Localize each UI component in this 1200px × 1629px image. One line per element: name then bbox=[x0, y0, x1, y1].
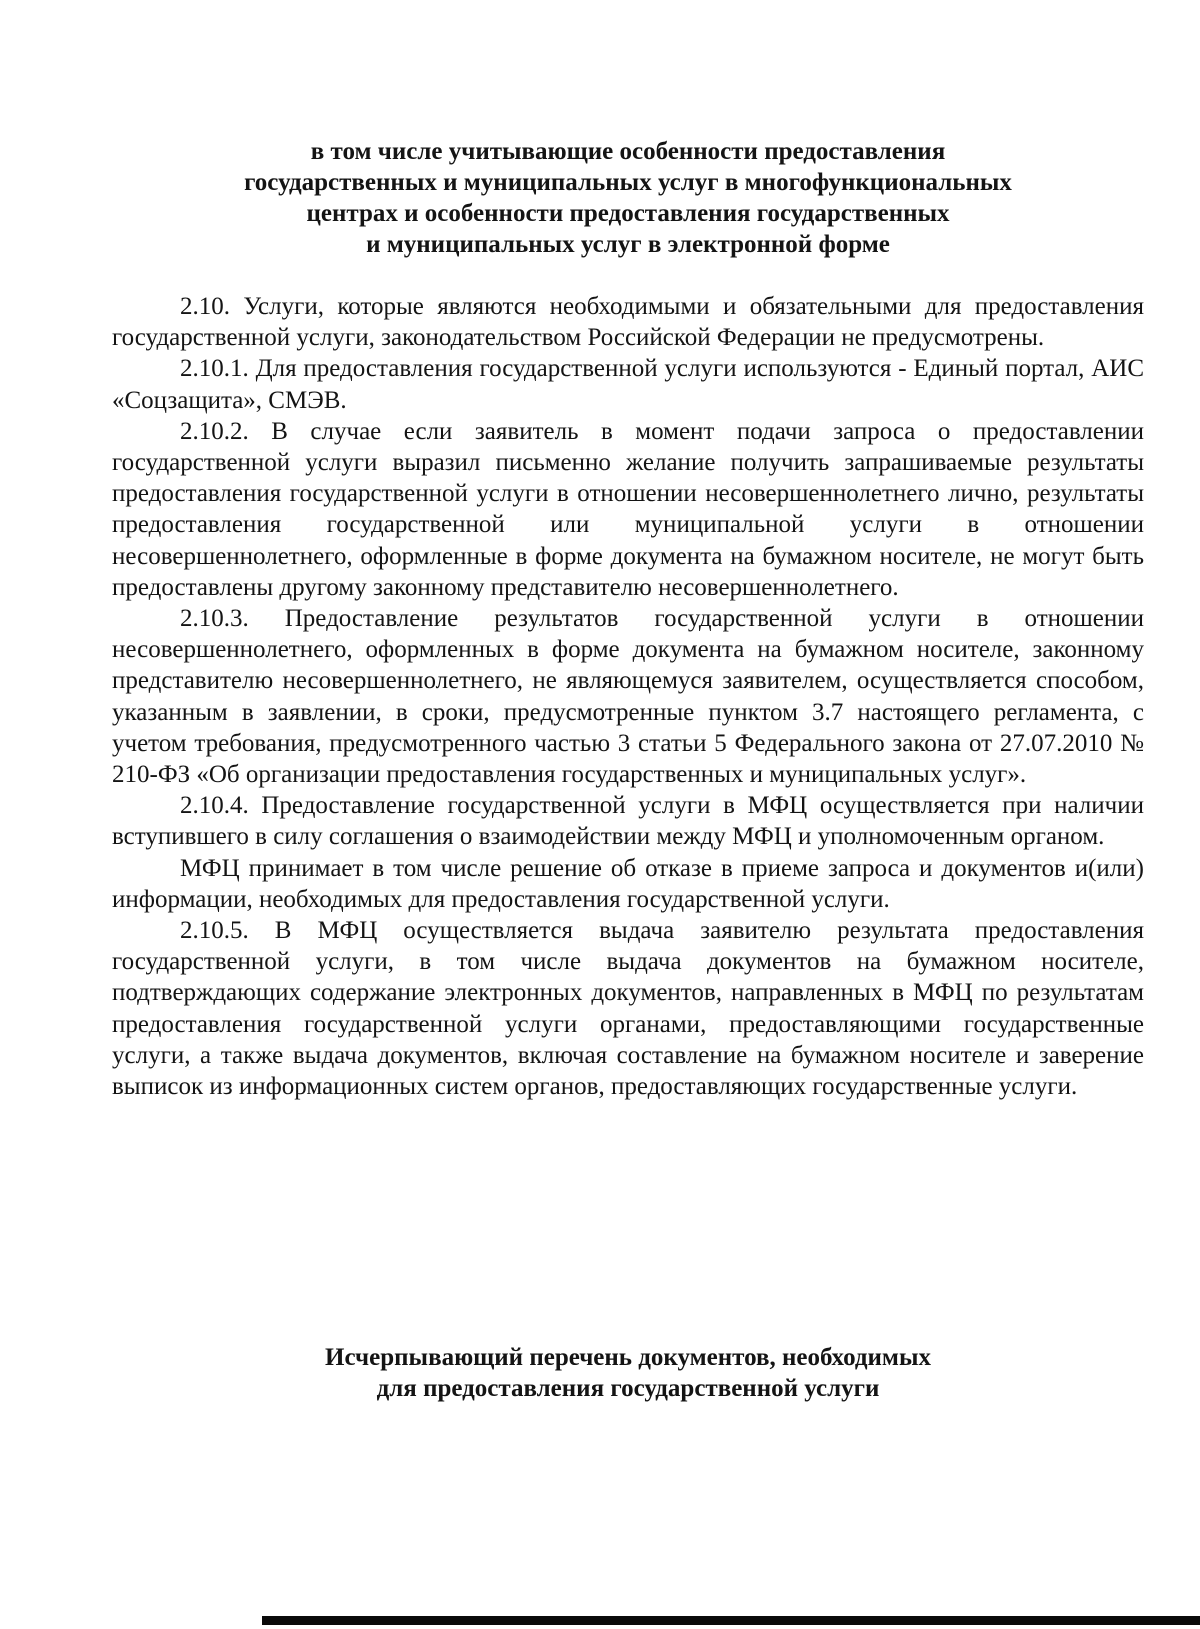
paragraph-2-10-2: 2.10.2. В случае если заявитель в момент подачи запроса о предоставлении государственной услуги выразил письменно желание получить запрашиваемые результаты предоставления государственной услуги в отношении несовершеннолетнего лично, результаты предоставления государственной или муниципальной услуги в отношении несовершеннолетнего, оформленные в форме документа на бумажном носителе, не могут быть предоставлены другому законному представителю несовершеннолетнего. bbox=[112, 417, 1144, 601]
paragraph-mfc-decision: МФЦ принимает в том числе решение об отказе в приеме запроса и документов и(или) информации, необходимых для предоставления государственной услуги. bbox=[112, 854, 1144, 913]
document-body bbox=[112, 291, 1144, 1102]
paragraph-2-10-1: 2.10.1. Для предоставления государственной услуги используются - Единый портал, АИС «Соцзащита», СМЭВ. bbox=[112, 355, 1144, 414]
heading-line: и муниципальных услуг в электронной форме bbox=[366, 231, 890, 258]
heading-line: для предоставления государственной услуги bbox=[376, 1375, 880, 1402]
paragraph-2-10-3: 2.10.3. Предоставление результатов государственной услуги в отношении несовершеннолетнего, оформленных в форме документа на бумажном носителе, законному представителю несовершеннолетнего, не являющемуся заявителем, осуществляется способом, указанным в заявлении, в сроки, предусмотренные пунктом 3.7 настоящего регламента, с учетом требования, предусмотренного частью 3 статьи 5 Федерального закона от 27.07.2010 № 210-ФЗ «Об организации предоставления государственных и муниципальных услуг». bbox=[112, 605, 1144, 789]
paragraph-2-10: 2.10. Услуги, которые являются необходимыми и обязательными для предоставления государственной услуги, законодательством Российской Федерации не предусмотрены. bbox=[112, 293, 1144, 352]
heading-line: Исчерпывающий перечень документов, необходимых bbox=[325, 1344, 931, 1371]
heading-line: центрах и особенности предоставления государственных bbox=[306, 200, 950, 227]
paragraph-2-10-4: 2.10.4. Предоставление государственной услуги в МФЦ осуществляется при наличии вступившего в силу соглашения о взаимодействии между МФЦ и уполномоченным органом. bbox=[112, 792, 1144, 851]
heading-line: государственных и муниципальных услуг в многофункциональных bbox=[244, 169, 1012, 196]
heading-line: в том числе учитывающие особенности предоставления bbox=[310, 138, 946, 165]
scan-edge-shadow bbox=[262, 1616, 1200, 1625]
paragraph-2-10-5: 2.10.5. В МФЦ осуществляется выдача заявителю результата предоставления государственной услуги, в том числе выдача документов на бумажном носителе, подтверждающих содержание электронных документов, направленных в МФЦ по результатам предоставления государственной услуги органами, предоставляющими государственные услуги, а также выдача документов, включая составление на бумажном носителе и заверение выписок из информационных систем органов, предоставляющих государственные услуги. bbox=[112, 917, 1144, 1101]
section-heading-bottom bbox=[110, 1342, 1146, 1404]
section-heading-top bbox=[110, 136, 1146, 260]
